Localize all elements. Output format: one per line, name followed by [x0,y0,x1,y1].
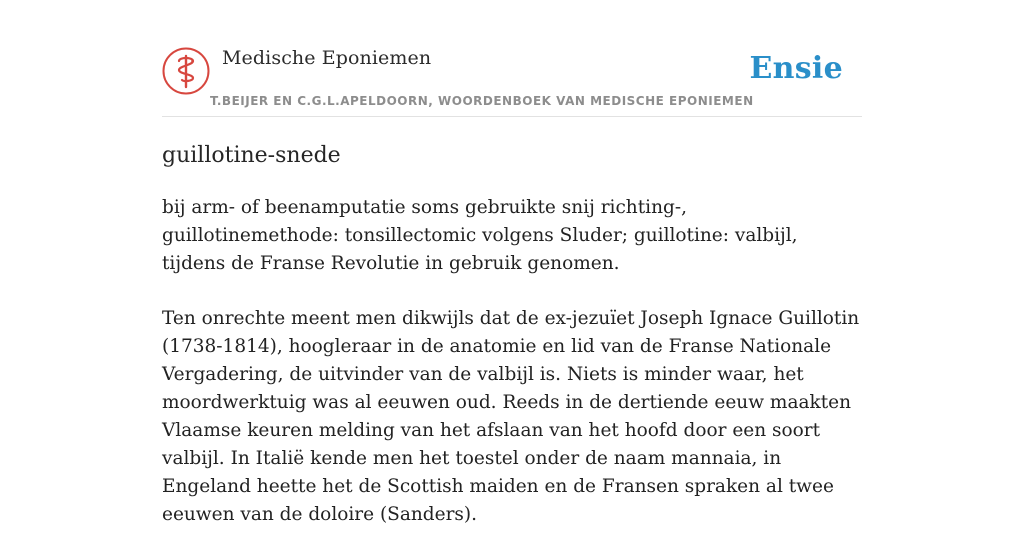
source-subtitle[interactable]: T.BEIJER EN C.G.L.APELDOORN, WOORDENBOEK VAN MEDISCHE EPONIEMEN [210,94,754,108]
ensie-logo[interactable]: Ensie [749,51,843,86]
source-title[interactable]: Medische Eponiemen [222,47,432,69]
definition-paragraph: bij arm- of beenamputatie soms gebruikte snij richting-, guillotinemethode: tonsillectomic volgens Sluder; guillotine: valbijl, tijdens de Franse Revolutie in gebruik genomen. [162,197,798,274]
caduceus-icon[interactable] [162,47,210,95]
entry-card [162,44,862,556]
entry-title: guillotine-snede [162,143,341,168]
definition-paragraph: Ten onrechte meent men dikwijls dat de ex-jezuïet Joseph Ignace Guillotin (1738-1814), hoogleraar in de anatomie en lid van de Franse Nationale Vergadering, de uitvinder van de valbijl is. Niets is minder waar, het moordwerktuig was al eeuwen oud. Reeds in de dertiende eeuw maakten Vlaamse keuren melding van het afslaan van het hoofd door een soort valbijl. In Italië kende men het toestel onder de naam mannaia, in Engeland heette het de Scottish maiden en de Fransen spraken al twee eeuwen van de doloire (Sanders). [162,308,860,525]
source-header [162,44,862,117]
entry-definition [162,194,862,529]
